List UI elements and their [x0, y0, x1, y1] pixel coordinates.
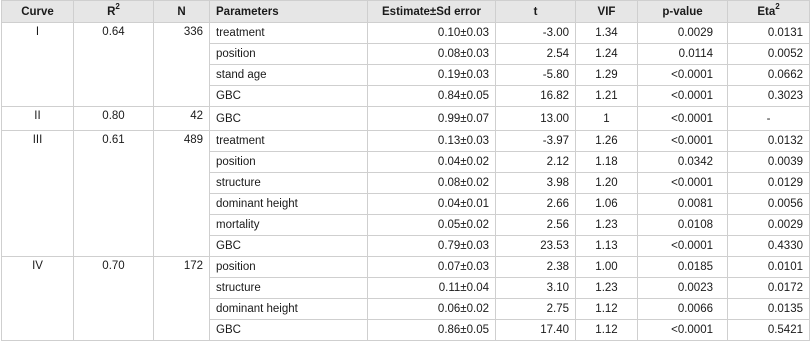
eta-cell: 0.0029 — [728, 215, 810, 236]
eta-cell: 0.4330 — [728, 236, 810, 257]
p-value-cell: 0.0108 — [638, 215, 728, 236]
n-cell: 489 — [154, 131, 210, 257]
vif-cell: 1.12 — [576, 299, 638, 320]
t-cell: 13.00 — [496, 107, 576, 131]
header-r2 — [74, 1, 154, 23]
table-body — [2, 23, 810, 341]
parameter-cell: position — [210, 152, 368, 173]
estimate-cell: 0.19±0.03 — [368, 65, 496, 86]
parameter-cell: GBC — [210, 107, 368, 131]
p-value-cell: 0.0114 — [638, 44, 728, 65]
vif-cell: 1.23 — [576, 215, 638, 236]
p-value-cell: <0.0001 — [638, 131, 728, 152]
estimate-cell: 0.08±0.03 — [368, 44, 496, 65]
n-cell: 172 — [154, 257, 210, 341]
vif-cell: 1.00 — [576, 257, 638, 278]
vif-cell: 1.18 — [576, 152, 638, 173]
n-cell: 336 — [154, 23, 210, 107]
estimate-cell: 0.10±0.03 — [368, 23, 496, 44]
p-value-cell: 0.0342 — [638, 152, 728, 173]
t-cell: 2.54 — [496, 44, 576, 65]
curve-cell: II — [2, 107, 74, 131]
estimate-cell: 0.04±0.01 — [368, 194, 496, 215]
eta-cell: 0.0039 — [728, 152, 810, 173]
header-r2-base: R — [107, 5, 116, 18]
estimate-cell: 0.86±0.05 — [368, 320, 496, 341]
estimate-cell: 0.13±0.03 — [368, 131, 496, 152]
t-cell: 2.75 — [496, 299, 576, 320]
n-cell: 42 — [154, 107, 210, 131]
r2-cell: 0.61 — [74, 131, 154, 257]
p-value-cell: 0.0185 — [638, 257, 728, 278]
vif-cell: 1.34 — [576, 23, 638, 44]
eta-cell: 0.0101 — [728, 257, 810, 278]
p-value-cell: 0.0023 — [638, 278, 728, 299]
vif-cell: 1 — [576, 107, 638, 131]
p-value-cell: <0.0001 — [638, 86, 728, 107]
t-cell: 23.53 — [496, 236, 576, 257]
vif-cell: 1.13 — [576, 236, 638, 257]
eta-cell: - — [728, 107, 810, 131]
vif-cell: 1.06 — [576, 194, 638, 215]
table-row — [2, 257, 810, 278]
estimate-cell: 0.05±0.02 — [368, 215, 496, 236]
t-cell: 2.66 — [496, 194, 576, 215]
curve-cell: I — [2, 23, 74, 107]
parameter-cell: stand age — [210, 65, 368, 86]
estimate-cell: 0.79±0.03 — [368, 236, 496, 257]
eta-cell: 0.3023 — [728, 86, 810, 107]
parameter-cell: GBC — [210, 86, 368, 107]
estimate-cell: 0.08±0.02 — [368, 173, 496, 194]
header-parameters: Parameters — [210, 1, 368, 23]
t-cell: -5.80 — [496, 65, 576, 86]
estimate-cell: 0.99±0.07 — [368, 107, 496, 131]
vif-cell: 1.12 — [576, 320, 638, 341]
estimate-cell: 0.04±0.02 — [368, 152, 496, 173]
estimate-cell: 0.06±0.02 — [368, 299, 496, 320]
eta-cell: 0.0129 — [728, 173, 810, 194]
header-n: N — [154, 1, 210, 23]
table-header — [2, 1, 810, 23]
p-value-cell: <0.0001 — [638, 107, 728, 131]
eta-cell: 0.0131 — [728, 23, 810, 44]
estimate-cell: 0.84±0.05 — [368, 86, 496, 107]
vif-cell: 1.26 — [576, 131, 638, 152]
parameter-cell: mortality — [210, 215, 368, 236]
parameter-cell: position — [210, 257, 368, 278]
p-value-cell: 0.0066 — [638, 299, 728, 320]
header-estimate: Estimate±Sd error — [368, 1, 496, 23]
header-r2-sup: 2 — [115, 1, 120, 11]
p-value-cell: <0.0001 — [638, 236, 728, 257]
header-curve: Curve — [2, 1, 74, 23]
vif-cell: 1.23 — [576, 278, 638, 299]
vif-cell: 1.21 — [576, 86, 638, 107]
parameter-cell: structure — [210, 173, 368, 194]
table-row — [2, 23, 810, 44]
r2-cell: 0.80 — [74, 107, 154, 131]
parameter-cell: position — [210, 44, 368, 65]
vif-cell: 1.29 — [576, 65, 638, 86]
eta-cell: 0.5421 — [728, 320, 810, 341]
p-value-cell: <0.0001 — [638, 173, 728, 194]
r2-cell: 0.70 — [74, 257, 154, 341]
vif-cell: 1.20 — [576, 173, 638, 194]
eta-cell: 0.0132 — [728, 131, 810, 152]
t-cell: 16.82 — [496, 86, 576, 107]
eta-cell: 0.0056 — [728, 194, 810, 215]
eta-cell: 0.0172 — [728, 278, 810, 299]
parameter-cell: dominant height — [210, 299, 368, 320]
header-t: t — [496, 1, 576, 23]
curve-cell: III — [2, 131, 74, 257]
eta-cell: 0.0052 — [728, 44, 810, 65]
parameter-cell: GBC — [210, 320, 368, 341]
t-cell: 2.56 — [496, 215, 576, 236]
results-table — [1, 0, 810, 341]
table-row — [2, 131, 810, 152]
header-eta-sup: 2 — [775, 1, 780, 11]
t-cell: 17.40 — [496, 320, 576, 341]
table-row — [2, 107, 810, 131]
estimate-cell: 0.11±0.04 — [368, 278, 496, 299]
parameter-cell: treatment — [210, 131, 368, 152]
p-value-cell: <0.0001 — [638, 320, 728, 341]
header-vif: VIF — [576, 1, 638, 23]
t-cell: 3.98 — [496, 173, 576, 194]
p-value-cell: <0.0001 — [638, 65, 728, 86]
t-cell: -3.97 — [496, 131, 576, 152]
parameter-cell: treatment — [210, 23, 368, 44]
estimate-cell: 0.07±0.03 — [368, 257, 496, 278]
vif-cell: 1.24 — [576, 44, 638, 65]
p-value-cell: 0.0081 — [638, 194, 728, 215]
t-cell: -3.00 — [496, 23, 576, 44]
parameter-cell: GBC — [210, 236, 368, 257]
header-eta — [728, 1, 810, 23]
t-cell: 2.12 — [496, 152, 576, 173]
t-cell: 3.10 — [496, 278, 576, 299]
header-eta-base: Eta — [757, 5, 776, 18]
eta-cell: 0.0662 — [728, 65, 810, 86]
parameter-cell: dominant height — [210, 194, 368, 215]
parameter-cell: structure — [210, 278, 368, 299]
eta-cell: 0.0135 — [728, 299, 810, 320]
t-cell: 2.38 — [496, 257, 576, 278]
curve-cell: IV — [2, 257, 74, 341]
header-p-value: p-value — [638, 1, 728, 23]
p-value-cell: 0.0029 — [638, 23, 728, 44]
r2-cell: 0.64 — [74, 23, 154, 107]
